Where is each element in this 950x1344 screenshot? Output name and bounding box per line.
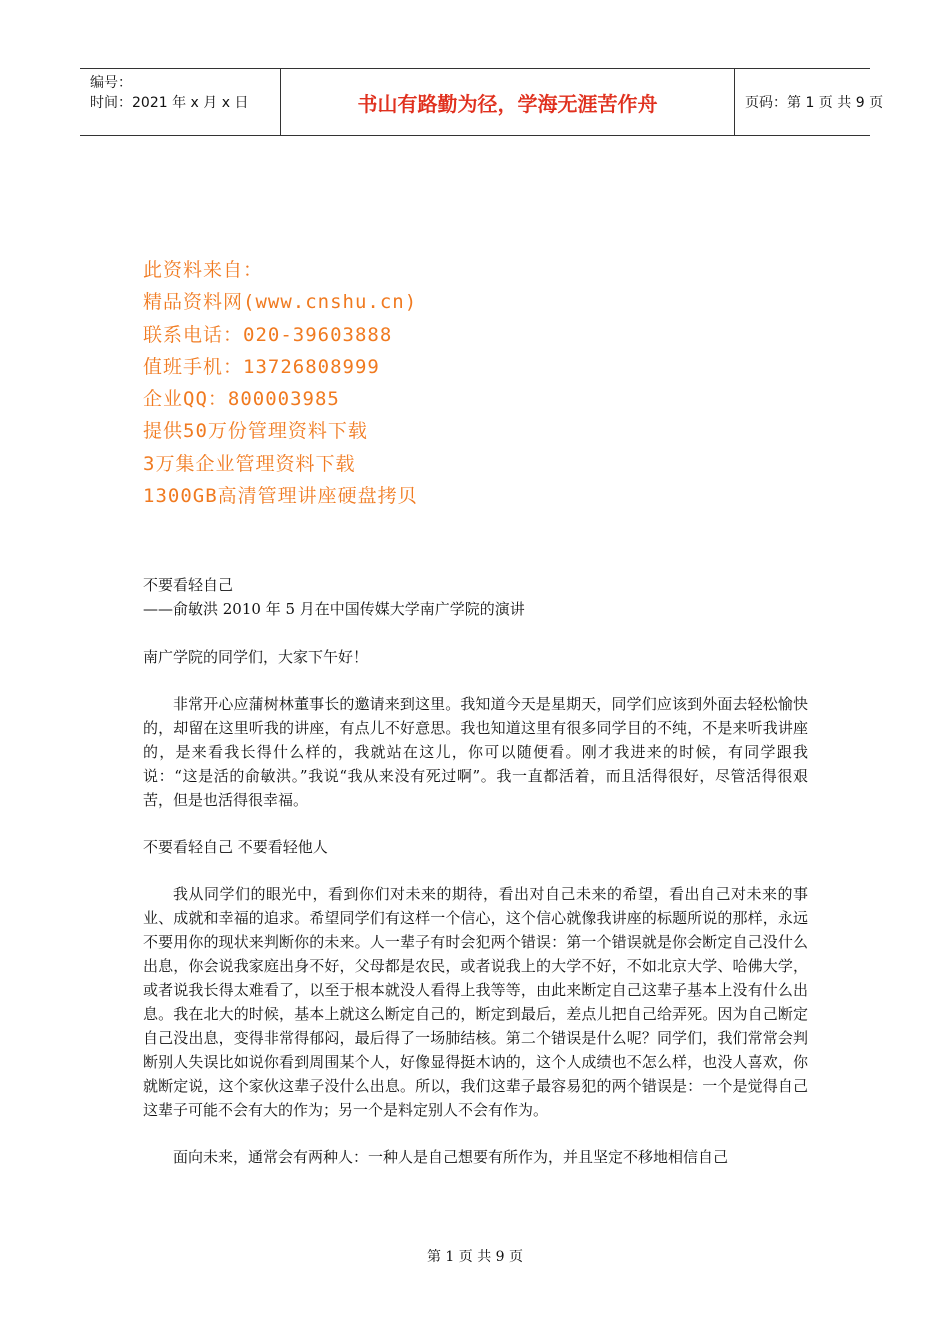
article-greeting: 南广学院的同学们，大家下午好！ (143, 648, 369, 666)
article-title: 不要看轻自己 (143, 576, 234, 594)
number-label: 编号： (90, 75, 132, 91)
section-heading: 不要看轻自己 不要看轻他人 (143, 838, 328, 856)
header-meta (80, 69, 280, 135)
promo-line: 联系电话：020-39603888 (143, 323, 393, 346)
promo-line: 企业QQ：800003985 (143, 388, 340, 411)
time-label: 时间：2021 年 x 月 x 日 (90, 95, 249, 111)
page-footer: 第 1 页 共 9 页 (426, 1249, 524, 1265)
page-header (80, 68, 884, 136)
promo-block (143, 254, 418, 512)
article-paragraph: 面向未来，通常会有两种人：一种人是自己想要有所作为，并且坚定不移地相信自己 (173, 1148, 729, 1166)
article-paragraph: 我从同学们的眼光中，看到你们对未来的期待，看出对自己未来的希望，看出自己对未来的事业、成就和幸福的追求。希望同学们有这样一个信心，这个信心就像我讲座的标题所说的那样，永远不要用你的现状来判断你的未来。人一辈子有时会犯两个错误：第一个错误就是你会断定自己没什么出息，你会说我家庭出身不好，父母都是农民，或者说我上的大学不好，不如北京大学、哈佛大学，或者说我长得太难看了，以至于根本就没人看得上我等等，由此来断定自己这辈子基本上没有什么出息。我在北大的时候，基本上就这么断定自己的，断定到最后，差点儿把自己给弄死。因为自己断定自己没出息，变得非常得郁闷，最后得了一场肺结核。第二个错误是什么呢？同学们，我们常常会判断别人失误比如说你看到周围某个人，好像显得挺木讷的，这个人成绩也不怎么样，也没人喜欢，你就断定说，这个家伙这辈子没什么出息。所以，我们这辈子最容易犯的两个错误是：一个是觉得自己这辈子可能不会有大的作为；另一个是料定别人不会有作为。 (143, 885, 808, 1119)
article-subtitle: ——俞敏洪 2010 年 5 月在中国传媒大学南广学院的演讲 (143, 600, 525, 618)
promo-line: 提供50万份管理资料下载 (143, 420, 368, 443)
header-motto: 书山有路勤为径，学海无涯苦作舟 (280, 69, 735, 135)
header-page-info: 页码：第 1 页 共 9 页 (745, 95, 884, 111)
promo-line: 此资料来自： (143, 259, 264, 281)
promo-line: 3万集企业管理资料下载 (143, 452, 356, 475)
article-paragraph: 非常开心应蒲树林董事长的邀请来到这里。我知道今天是星期天，同学们应该到外面去轻松愉快的，却留在这里听我的讲座，有点儿不好意思。我也知道这里有很多同学目的不纯，不是来听我讲座的，是来看我长得什么样的，我就站在这儿，你可以随便看。刚才我进来的时候，有同学跟我说：“这是活的俞敏洪。”我说“我从来没有死过啊”。我一直都活着，而且活得很好，尽管活得很艰苦，但是也活得很幸福。 (143, 695, 808, 809)
promo-line: 值班手机：13726808999 (143, 355, 380, 378)
promo-line: 精品资料网(www.cnshu.cn) (143, 291, 418, 314)
promo-line: 1300GB高清管理讲座硬盘拷贝 (143, 485, 418, 508)
article-body (143, 573, 808, 1169)
